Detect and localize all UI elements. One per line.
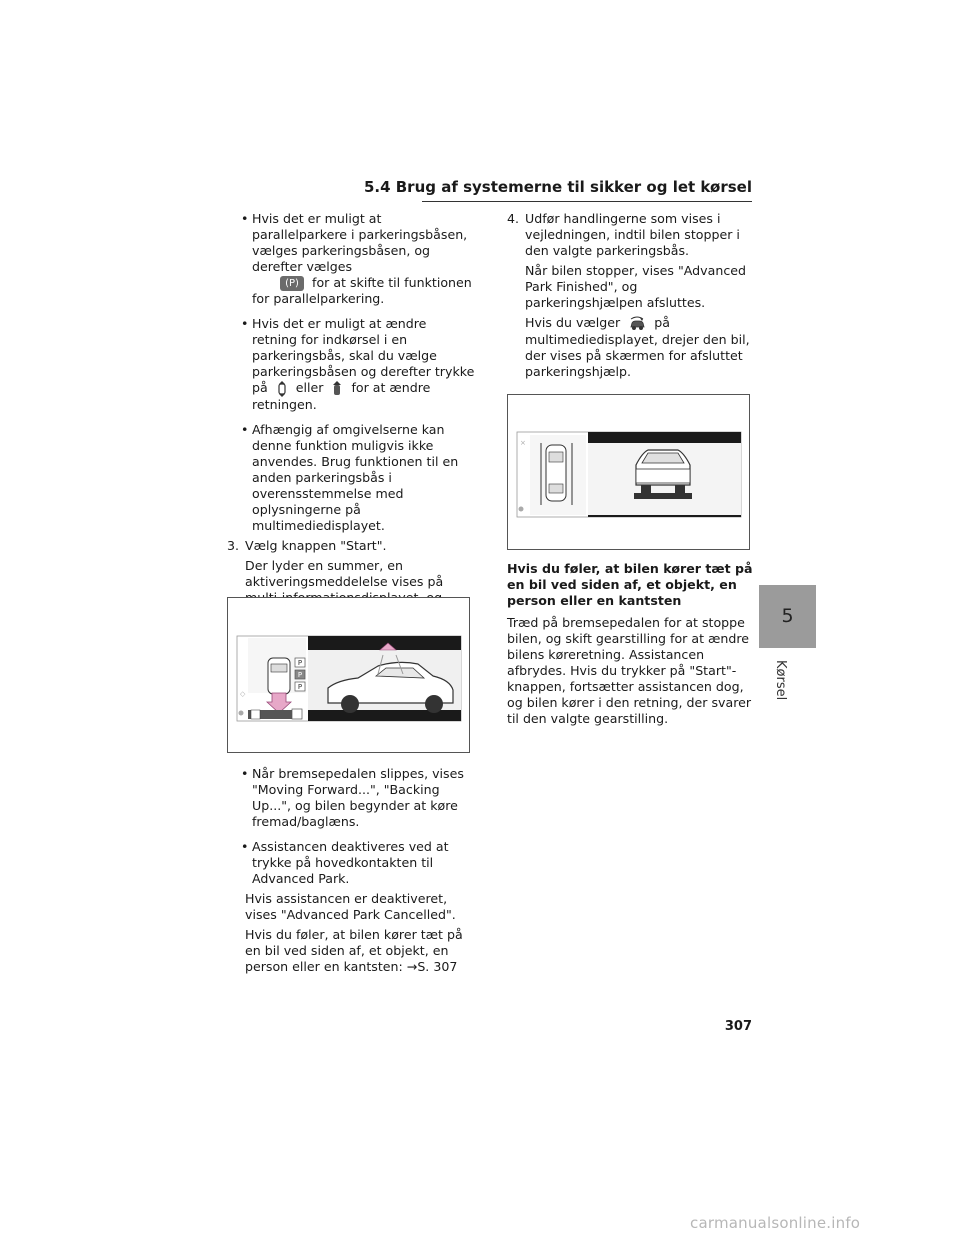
page-number: 307 — [724, 1019, 752, 1034]
right-column — [507, 211, 757, 384]
figure-1-illustration — [228, 598, 471, 754]
para-close-objects: Hvis du føler, at bilen kører tæt på en bil ved siden af, et objekt, en person eller en kantsten: →S. 307 — [245, 927, 463, 974]
fig1-mark-2: P — [297, 671, 303, 679]
left-column-lower — [227, 766, 475, 979]
svg-text:×: × — [520, 439, 526, 447]
bullet-change-direction: • Hvis det er muligt at ændre retning for indkørsel i en parkeringsbås, skal du vælge parkeringsbåsen og derefter trykke på eller for at ændre retningen. — [227, 316, 475, 413]
step-3: 3. Vælg knappen "Start". — [227, 537, 387, 553]
left-column — [227, 211, 475, 626]
step-3-detail: Der lyder en summer, en aktiveringsmeddelelse vises på — [245, 557, 444, 589]
para-cancelled: Hvis assistancen er deaktiveret, vises "Advanced Park Cancelled". — [245, 891, 456, 922]
section-title: 5.4 Brug af systemerne til sikker og let kørsel — [363, 178, 752, 196]
section-heading-close-objects: Hvis du føler, at bilen kører tæt på en bil ved siden af, et objekt, en person eller en kantsten — [507, 561, 753, 608]
parallel-parking-icon: (P) — [280, 276, 304, 291]
fig1-mark-1: P — [297, 659, 303, 667]
chapter-tab — [759, 585, 816, 648]
para-brake-and-shift: Træd på bremsepedalen for at stoppe bilen, og skift gearstilling for at ændre bilens køreretning. Assistancen afbrydes. Hvis du trykker på "Start"-knappen, fortsætter assistancen dog, og bilen kører i den retning, der svarer til den valgte gearstilling. — [507, 615, 752, 726]
chapter-label: Kørsel — [773, 660, 788, 701]
svg-text:◇: ◇ — [240, 690, 246, 698]
rotate-car-icon — [628, 316, 646, 332]
bullet-deactivate: • Assistancen deaktiveres ved at trykke på hovedkontakten til Advanced Park. — [227, 839, 475, 887]
figure-parking-assist-start — [227, 597, 470, 753]
step-4-detail-1: Når bilen stopper, vises "Advanced Park Finished", og parkeringshjælpen afsluttes. — [525, 263, 746, 310]
direction-forward-icon — [276, 381, 288, 397]
figure-2-illustration — [508, 395, 751, 551]
bullet-parallel-parking: • Hvis det er muligt at parallelparkere i parkeringsbåsen, vælges parkeringsbåsen, og derefter vælges (P) for at skifte til funktionen for parallelparkering. — [227, 211, 475, 307]
bullet-environment: • Afhængig af omgivelserne kan denne funktion muligvis ikke anvendes. Brug funktionen til en anden parkeringsbås i overensstemmelse med oplysningerne på multimediedisplayet. — [227, 422, 475, 534]
right-column-lower — [507, 561, 759, 727]
chapter-number: 5 — [781, 605, 794, 627]
step-4: 4. Udfør handlingerne som vises i vejledningen, indtil bilen stopper i den valgte parkeringsbås. — [507, 211, 740, 258]
fig1-mark-3: P — [297, 683, 303, 691]
section-header — [363, 176, 752, 202]
direction-reverse-icon — [331, 381, 343, 397]
watermark: carmanualsonline.info — [690, 1214, 861, 1232]
bullet-brake-release: • Når bremsepedalen slippes, vises "Moving Forward...", "Backing Up...", og bilen begynder at køre fremad/baglæns. — [227, 766, 475, 830]
figure-parking-finished — [507, 394, 750, 550]
step-4-detail-2: Hvis du vælger på multimediedisplayet, drejer den bil, der vises på skærmen for afsluttet parkeringshjælp. — [525, 315, 750, 379]
